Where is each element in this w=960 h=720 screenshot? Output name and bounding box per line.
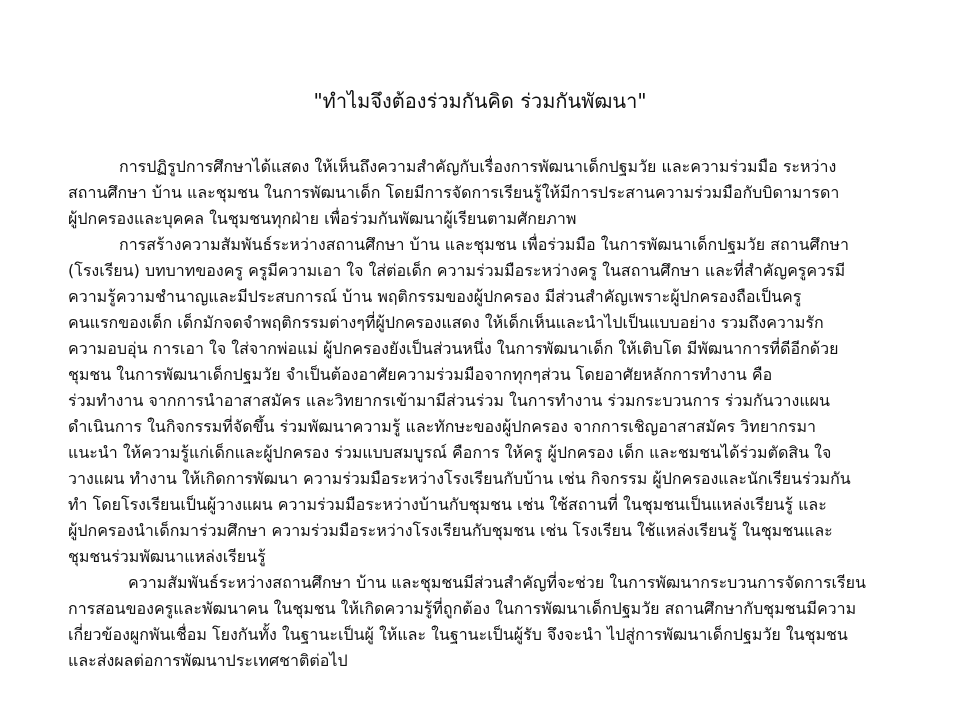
document-title: "ทำไมจึงต้องร่วมกันคิด ร่วมกันพัฒนา"	[313, 89, 647, 113]
paragraph-line: ทำ โดยโรงเรียนเป็นผู้วางแผน ความร่วมมือระหว่างบ้านกับชุมชน เช่น ใช้สถานที่ ในชุมชนเป็นแหล่งเรียนรู้ และ	[68, 495, 827, 514]
paragraph-line: ชุมชน ในการพัฒนาเด็กปฐมวัย จำเป็นต้องอาศัยความร่วมมือจากทุกๆส่วน โดยอาศัยหลักการทำงาน คือ	[68, 365, 773, 384]
paragraph-line: คนแรกของเด็ก เด็กมักจดจำพฤติกรรมต่างๆที่ผู้ปกครองแสดง ให้เด็กเห็นและนำไปเป็นแบบอย่าง รวมถึงความรัก	[68, 313, 824, 332]
paragraph-line: สถานศึกษา บ้าน และชุมชน ในการพัฒนาเด็ก โดยมีการจัดการเรียนรู้ให้มีการประสานความร่วมมือกับบิดามารดา	[68, 183, 840, 202]
paragraph-line: การปฏิรูปการศึกษาได้แสดง ให้เห็นถึงความสำคัญกับเรื่องการพัฒนาเด็กปฐมวัย และความร่วมมือ ระหว่าง	[119, 157, 837, 176]
paragraph-line: การสอนของครูและพัฒนาคน ในชุมชน ให้เกิดความรู้ที่ถูกต้อง ในการพัฒนาเด็กปฐมวัย สถานศึกษากับชุมชนมีความ	[68, 599, 857, 618]
paragraph-line: การสร้างความสัมพันธ์ระหว่างสถานศึกษา บ้าน และชุมชน เพื่อร่วมมือ ในการพัฒนาเด็กปฐมวัย สถานศึกษา	[119, 235, 849, 254]
paragraph-line: และส่งผลต่อการพัฒนาประเทศชาติต่อไป	[68, 651, 348, 670]
paragraph-line: แนะนำ ให้ความรู้แก่เด็กและผู้ปกครอง ร่วมแบบสมบูรณ์ คือการ ให้ครู ผู้ปกครอง เด็ก และชมชนได้ร่วมตัดสิน ใจ	[68, 443, 832, 462]
paragraph-line: (โรงเรียน) บทบาทของครู ครูมีความเอา ใจ ใส่ต่อเด็ก ความร่วมมือระหว่างครู ในสถานศึกษา และที่สำคัญครูควรมี	[68, 261, 846, 280]
paragraph-line: วางแผน ทำงาน ให้เกิดการพัฒนา ความร่วมมือระหว่างโรงเรียนกับบ้าน เช่น กิจกรรม ผู้ปกครองและนักเรียนร่วมกัน	[68, 469, 851, 488]
paragraph-line: ความสัมพันธ์ระหว่างสถานศึกษา บ้าน และชุมชนมีส่วนสำคัญที่จะช่วย ในการพัฒนากระบวนการจัดการเรียน	[128, 573, 866, 592]
paragraph-line: ชุมชนร่วมพัฒนาแหล่งเรียนรู้	[68, 547, 266, 566]
paragraph-line: ผู้ปกครองนำเด็กมาร่วมศึกษา ความร่วมมือระหว่างโรงเรียนกับชุมชน เช่น โรงเรียน ใช้แหล่งเรียนรู้ ในชุมชนและ	[68, 521, 833, 540]
paragraph-line: ดำเนินการ ในกิจกรรมที่จัดขึ้น ร่วมพัฒนาความรู้ และทักษะของผู้ปกครอง จากการเชิญอาสาสมัคร วิทยากรมา	[68, 417, 817, 436]
paragraph-line: ความอบอุ่น การเอา ใจ ใส่จากพ่อแม่ ผู้ปกครองยังเป็นส่วนหนึ่ง ในการพัฒนาเด็ก ให้เติบโต มีพัฒนาการที่ดีอีกด้วย	[68, 339, 839, 358]
paragraph-line: ผู้ปกครองและบุคคล ในชุมชนทุกฝ่าย เพื่อร่วมกันพัฒนาผู้เรียนตามศักยภาพ	[68, 209, 577, 228]
paragraph-line: ร่วมทำงาน จากการนำอาสาสมัคร และวิทยากรเข้ามามีส่วนร่วม ในการทำงาน ร่วมกระบวนการ ร่วมกันวางแผน	[68, 391, 830, 410]
paragraph-line: ความรู้ความชำนาญและมีประสบการณ์ บ้าน พฤติกรรมของผู้ปกครอง มีส่วนสำคัญเพราะผู้ปกครองถือเป็นครู	[68, 287, 802, 306]
paragraph-line: เกี่ยวข้องผูกพันเชื่อม โยงกันทั้ง ในฐานะเป็นผู้ ให้และ ในฐานะเป็นผู้รับ จึงจะนำ ไปสู่การพัฒนาเด็กปฐมวัย ในชุมชน	[68, 625, 848, 644]
